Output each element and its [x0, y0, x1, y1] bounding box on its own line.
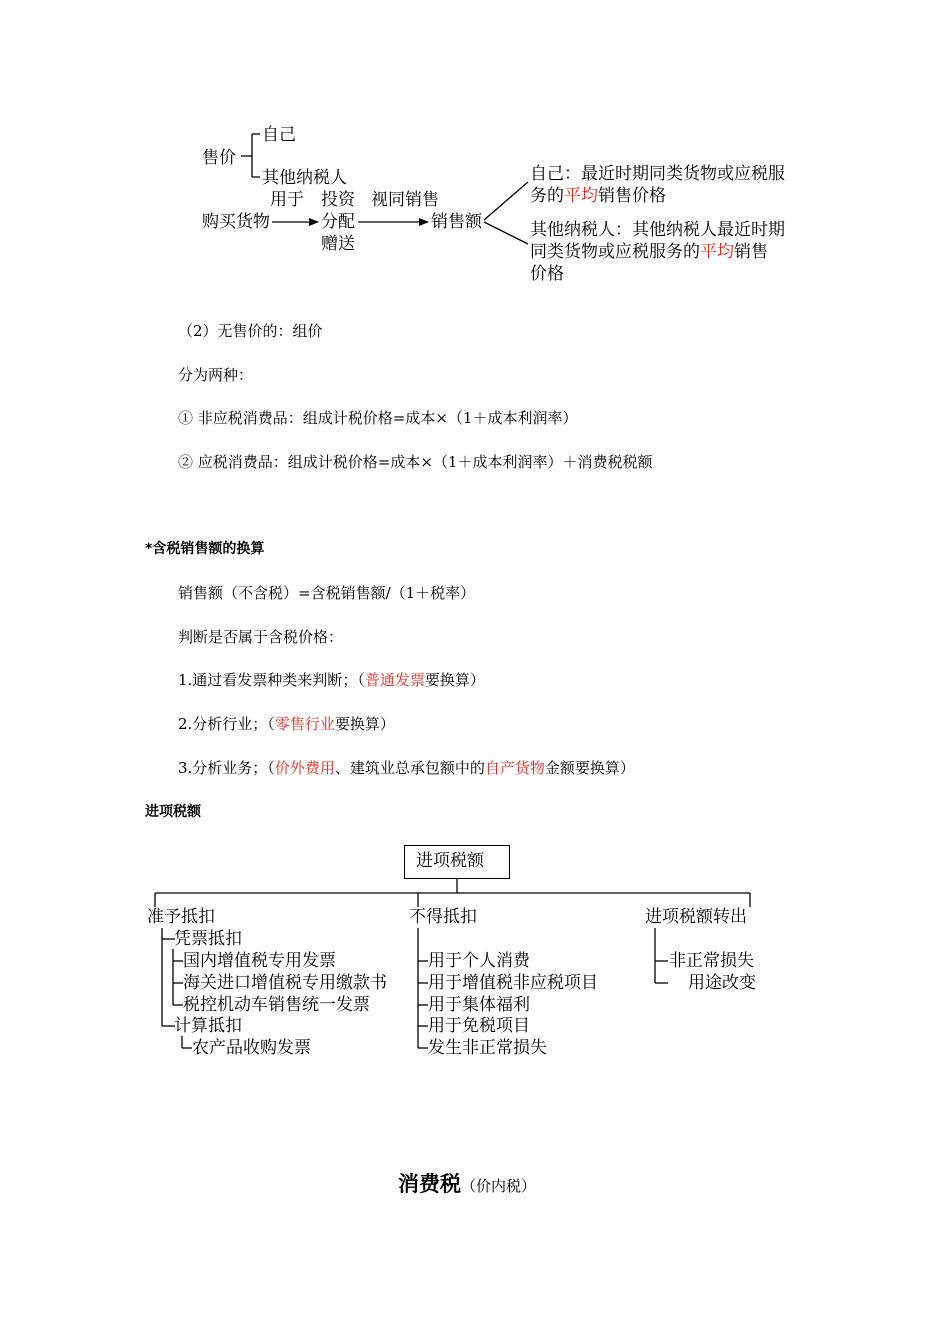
- calc-deduct-label: 计算抵扣: [174, 1016, 242, 1036]
- price-label: 售价: [202, 148, 236, 168]
- distribute-label: 分配: [321, 212, 355, 232]
- no-price-paragraph: （2）无售价的：组价: [178, 322, 323, 340]
- deny-item-4: 用于免税项目: [428, 1016, 530, 1036]
- judge-item-1: 1.通过看发票种类来判断；（普通发票要换算）: [178, 671, 485, 689]
- other-taxpayer-label: 其他纳税人: [262, 168, 347, 188]
- transfer-item-2: 用途改变: [688, 973, 756, 993]
- deny-item-2: 用于增值税非应税项目: [428, 973, 598, 993]
- transfer-item-1: 非正常损失: [669, 951, 754, 971]
- taxable-formula: ② 应税消费品：组成计税价格=成本×（1＋成本利润率）＋消费税税额: [178, 453, 653, 471]
- invest-label: 投资: [321, 190, 355, 210]
- gift-label: 赠送: [321, 234, 355, 254]
- tax-inclusive-heading: *含税销售额的换算: [145, 541, 265, 557]
- self-desc-line2: 务的平均销售价格: [530, 186, 666, 206]
- consumption-tax-title-main: 消费税: [398, 1172, 461, 1196]
- self-desc-line1: 自己：最近时期同类货物或应税服: [530, 164, 785, 184]
- self-label: 自己: [262, 125, 296, 145]
- other-desc-line3: 价格: [530, 264, 564, 284]
- consumption-tax-title: [398, 1168, 536, 1198]
- input-tax-heading: 进项税额: [145, 804, 201, 820]
- two-kinds-paragraph: 分为两种：: [178, 366, 254, 384]
- allow-deduct-label: 准予抵扣: [147, 907, 215, 927]
- voucher-item-3: 税控机动车销售统一发票: [183, 995, 370, 1015]
- voucher-deduct-label: 凭票抵扣: [174, 929, 242, 949]
- deny-item-1: 用于个人消费: [428, 951, 530, 971]
- calc-item-1: 农产品收购发票: [192, 1038, 311, 1058]
- deny-deduct-label: 不得抵扣: [409, 907, 477, 927]
- voucher-item-2: 海关进口增值税专用缴款书: [183, 973, 387, 993]
- other-desc-line1: 其他纳税人：其他纳税人最近时期: [530, 220, 785, 240]
- transfer-out-label: 进项税额转出: [645, 907, 747, 927]
- judge-text: 判断是否属于含税价格：: [178, 628, 344, 646]
- judge-item-3: 3.分析业务；（价外费用、建筑业总承包额中的自产货物金额要换算）: [178, 759, 635, 777]
- purchased-goods-label: 购买货物: [202, 212, 270, 232]
- deny-item-5: 发生非正常损失: [428, 1038, 547, 1058]
- other-desc-line2: 同类货物或应税服务的平均销售: [530, 242, 768, 262]
- sales-amount-label: 销售额: [431, 212, 482, 232]
- non-taxable-formula: ① 非应税消费品：组成计税价格=成本×（1＋成本利润率）: [178, 409, 578, 427]
- consumption-tax-title-sub: （价内税）: [461, 1177, 537, 1195]
- tax-exclusive-formula: 销售额（不含税）=含税销售额/（1＋税率）: [178, 584, 476, 602]
- used-for-label: 用于: [270, 190, 304, 210]
- judge-item-2: 2.分析行业；（零售行业要换算）: [178, 715, 395, 733]
- deny-item-3: 用于集体福利: [428, 995, 530, 1015]
- voucher-item-1: 国内增值税专用发票: [183, 951, 336, 971]
- deemed-sales-label: 视同销售: [371, 190, 439, 210]
- input-tax-root-label: 进项税额: [416, 851, 484, 871]
